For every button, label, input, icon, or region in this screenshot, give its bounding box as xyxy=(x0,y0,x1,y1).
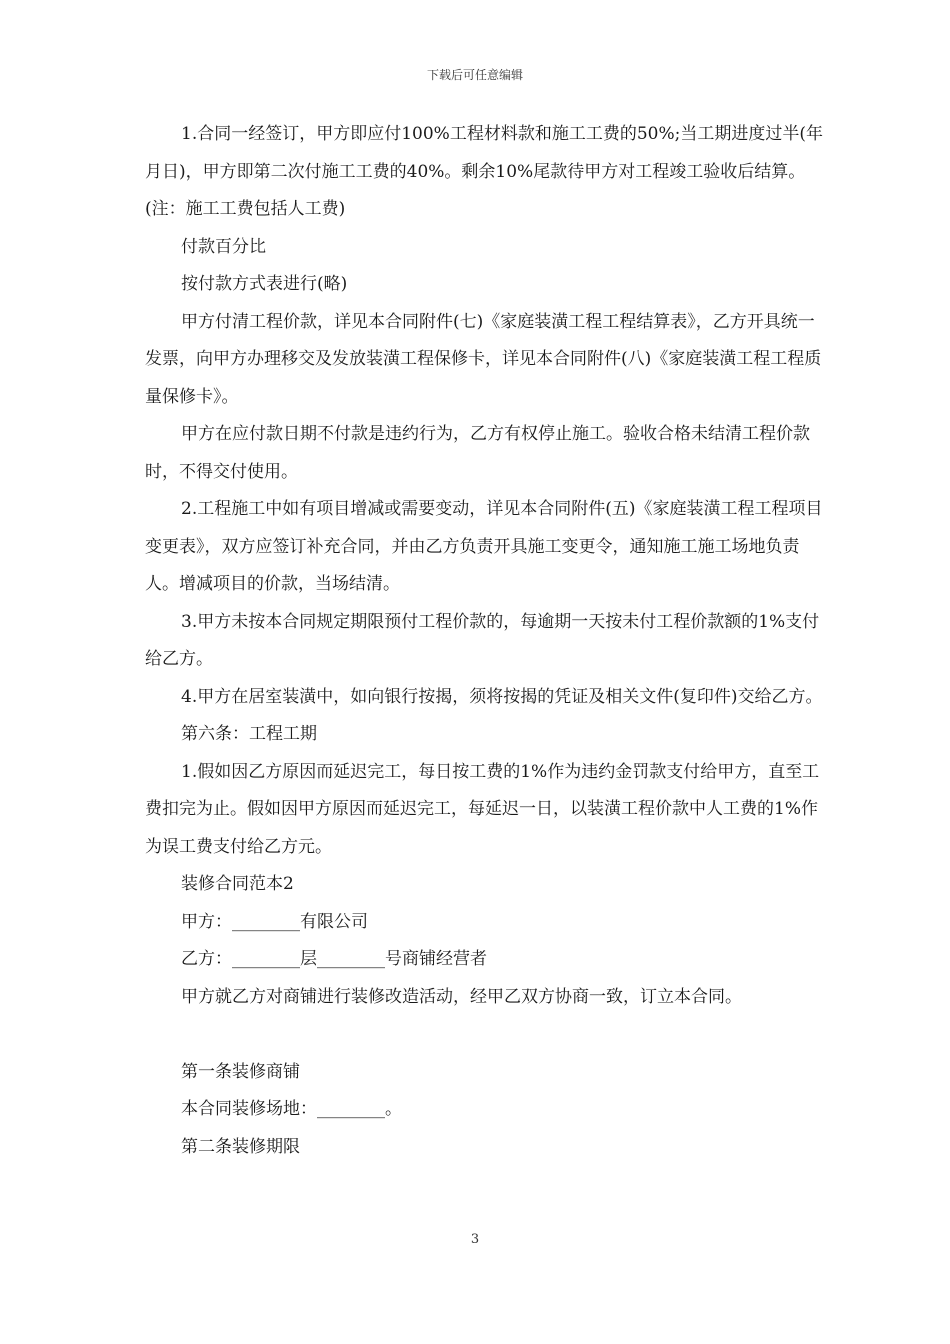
contract-sample-title: 装修合同范本2 xyxy=(181,874,294,894)
article-one-heading: 第一条装修商铺 xyxy=(181,1061,300,1082)
page-number: 3 xyxy=(470,1232,480,1247)
paragraph-renovation-site: 本合同装修场地：________。 xyxy=(181,1099,402,1119)
paragraph-mortgage: 4.甲方在居室装潢中，如向银行按揭，须将按揭的凭证及相关文件(复印件)交给乙方。 xyxy=(181,686,823,707)
paragraph-payment-terms: 1.合同一经签订，甲方即应付100%工程材料款和施工工费的50%;当工期进度过半(年月日)，甲方即第二次付施工工费的40%。剩余10%尾款待甲方对工程竣工验收后结算。(注：施工工费包括人工费) xyxy=(145,124,823,219)
paragraph-late-payment: 甲方在应付款日期不付款是违约行为，乙方有权停止施工。验收合格未结清工程价款时，不得交付使用。 xyxy=(145,424,810,482)
blank-line xyxy=(145,1016,825,1054)
paragraph-payment-percentage: 付款百分比 xyxy=(181,236,266,257)
paragraph-settlement: 甲方付清工程价款，详见本合同附件(七)《家庭装潢工程工程结算表》，乙方开具统一发票，向甲方办理移交及发放装潢工程保修卡，详见本合同附件(八)《家庭装潢工程工程质量保修卡》。 xyxy=(145,311,822,407)
paragraph-delay-penalty: 1.假如因乙方原因而延迟完工，每日按工费的1%作为违约金罚款支付给甲方，直至工费扣完为止。假如因甲方原因而延迟完工，每延迟一日，以装潢工程价款中人工费的1%作为误工费支付给乙方元。 xyxy=(145,761,820,857)
paragraph-overdue-penalty: 3.甲方未按本合同规定期限预付工程价款的，每逾期一天按未付工程价款额的1%支付给乙方。 xyxy=(145,611,820,669)
paragraph-project-changes: 2.工程施工中如有项目增减或需要变动，详见本合同附件(五)《家庭装潢工程工程项目变更表》，双方应签订补充合同，并由乙方负责开具施工变更令，通知施工施工场地负责人。增减项目的价款，当场结清。 xyxy=(145,499,823,594)
paragraph-payment-table: 按付款方式表进行(略) xyxy=(181,274,348,294)
party-a-line: 甲方：________有限公司 xyxy=(181,911,368,932)
document-body xyxy=(145,116,825,1166)
page-header: 下载后可任意编辑 xyxy=(426,68,523,82)
section-heading-construction-period: 第六条：工程工期 xyxy=(181,724,317,744)
party-b-line: 乙方：________层________号商铺经营者 xyxy=(181,949,487,969)
paragraph-agreement-intro: 甲方就乙方对商铺进行装修改造活动，经甲乙双方协商一致，订立本合同。 xyxy=(181,986,742,1007)
article-two-heading: 第二条装修期限 xyxy=(181,1136,300,1157)
